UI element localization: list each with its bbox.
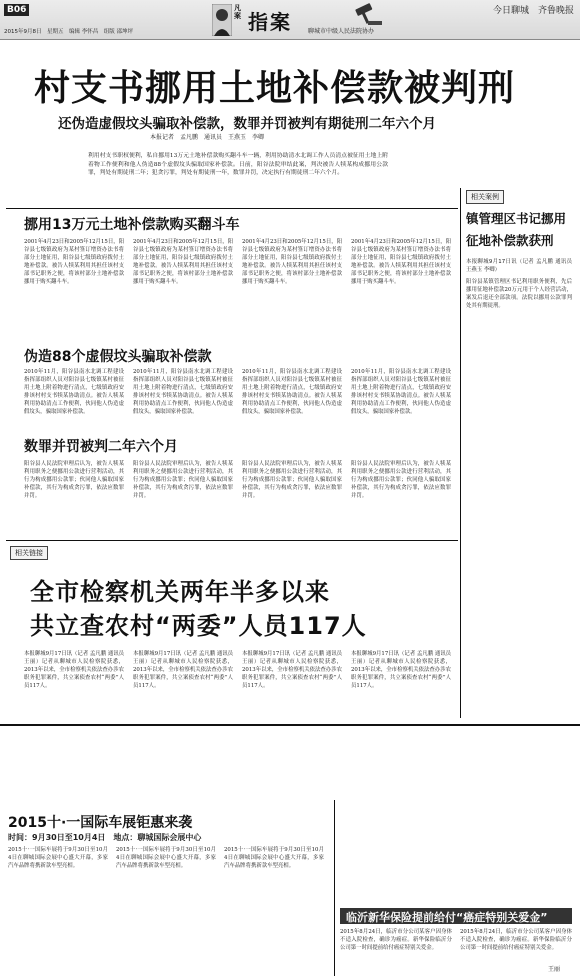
related-col-2: 本报聊城9月17日讯（记者 孟凡鹏 通讯员 王丽）记者从聊城市人民检察院获悉，2013年以来，全市检察机关依法查办涉农职务犯罪案件，共立案侦查农村“两委”人员117人。 xyxy=(133,651,233,690)
section-1-col-1: 2001年4月23日和2005年12月15日，阳谷县七级镇政府为某村签订增资办法书将部分土地征用，阳谷县七级镇政府拨付土地补偿款。被告人犊某利用其担任该村支部书记职务之便，将该村部分土地补偿款挪用于购买翻斗车。 xyxy=(24,239,124,286)
column-prefix: 凡案 xyxy=(234,4,241,20)
lead-title: 村支书挪用土地补偿款被判刑 xyxy=(34,68,516,109)
sidebar-divider xyxy=(460,188,461,718)
section-2-col-4: 2010年11月，阳谷县南水北调工程建设指挥部组织人员对阳谷县七级镇某村被征用土地上附着物进行清点，七级镇政府安排该村村支书犊某协助清点。被告人犊某利用协助清点工作便利，伙同他人伪造虚假坟头，骗取国家补偿款。 xyxy=(351,369,451,416)
section-3-col-1: 阳谷县人民法院审理后认为，被告人犊某利用职务之便挪用公款进行营利活动，其行为构成挪用公款罪；伙同他人骗取国家补偿款，其行为构成贪污罪，依法应数罪并罚。 xyxy=(24,461,124,500)
masthead: 今日聊城 齐鲁晚报 xyxy=(492,6,574,16)
bottom-left-title: 2015十·一国际车展钜惠来袭 xyxy=(8,815,193,831)
related-title-line-1: 全市检察机关两年半多以来 xyxy=(30,578,330,606)
related-col-4: 本报聊城9月17日讯（记者 孟凡鹏 通讯员 王丽）记者从聊城市人民检察院获悉，2013年以来，全市检察机关依法查办涉农职务犯罪案件，共立案侦查农村“两委”人员117人。 xyxy=(351,651,451,690)
sidebar-body: 阳谷县某镇管理区书记利用职务便利，先后挪用征地补偿款20万元用于个人经营活动，案发后退还全部款项。法院以挪用公款罪判处其有期徒刑。 xyxy=(466,279,572,310)
page-number: B06 xyxy=(4,4,29,16)
column-logo xyxy=(212,2,390,38)
section-2-col-3: 2010年11月，阳谷县南水北调工程建设指挥部组织人员对阳谷县七级镇某村被征用土地上附着物进行清点，七级镇政府安排该村村支书犊某协助清点。被告人犊某利用协助清点工作便利，伙同他人伪造虚假坟头，骗取国家补偿款。 xyxy=(242,369,342,416)
section-1-col-2: 2001年4月23日和2005年12月15日，阳谷县七级镇政府为某村签订增资办法书将部分土地征用，阳谷县七级镇政府拨付土地补偿款。被告人犊某利用其担任该村支部书记职务之便，将该村部分土地补偿款挪用于购买翻斗车。 xyxy=(133,239,233,286)
page-meta: 2015年9月8日 星期五 编辑 李怀昌 组版 邵坤坪 xyxy=(4,29,133,35)
column-organizer: 聊城市中级人民法院协办 xyxy=(308,28,375,35)
sidebar-tag: 相关案例 xyxy=(466,190,504,204)
section-3-col-3: 阳谷县人民法院审理后认为，被告人犊某利用职务之便挪用公款进行营利活动，其行为构成挪用公款罪；伙同他人骗取国家补偿款，其行为构成贪污罪，依法应数罪并罚。 xyxy=(242,461,342,500)
lead-paragraph: 利用村支书职权便利，私自挪用13万元土地补偿款购买翻斗车一辆，利用协助清水北调工作人员清点被征用土地上附着物工作便利和他人伪造88个虚假坟头骗取国家补偿款。日前，阳谷法院审结此案，判决被告人犊某构成挪用公款罪，判处有期徒刑二年；犯贪污罪，判处有期徒刑一年，数罪并罚，决定执行有期徒刑二年六个月。 xyxy=(88,153,388,176)
section-separator xyxy=(0,724,580,726)
portrait-icon xyxy=(212,4,232,36)
divider xyxy=(6,208,458,209)
section-3-col-4: 阳谷县人民法院审理后认为，被告人犊某利用职务之便挪用公款进行营利活动，其行为构成挪用公款罪；伙同他人骗取国家补偿款，其行为构成贪污罪，依法应数罪并罚。 xyxy=(351,461,451,500)
related-title-line-2: 共立查农村“两委”人员117人 xyxy=(30,612,367,640)
gavel-icon xyxy=(350,2,384,26)
related-col-1: 本报聊城9月17日讯（记者 孟凡鹏 通讯员 王丽）记者从聊城市人民检察院获悉，2013年以来，全市检察机关依法查办涉农职务犯罪案件，共立案侦查农村“两委”人员117人。 xyxy=(24,651,124,690)
lead-subtitle: 还伪造虚假坟头骗取补偿款，数罪并罚被判有期徒刑二年六个月 xyxy=(58,116,436,132)
bottom-left-col-2: 2015十·一国际车展将于9月30日至10月4日在聊城国际会展中心盛大开幕，多家汽车品牌将携新款车型亮相。 xyxy=(116,847,216,870)
section-2-col-2: 2010年11月，阳谷县南水北调工程建设指挥部组织人员对阳谷县七级镇某村被征用土地上附着物进行清点，七级镇政府安排该村村支书犊某协助清点。被告人犊某利用协助清点工作便利，伙同他人伪造虚假坟头，骗取国家补偿款。 xyxy=(133,369,233,416)
page-header xyxy=(0,0,580,40)
bottom-right-col-1: 2015年8月24日，临沂市分公司某客户因身体不适入院检查，确诊为癌症。新华保险临沂分公司第一时间提前给付癌症特别关爱金。 xyxy=(340,929,452,952)
bottom-right-col-2: 2015年8月24日，临沂市分公司某客户因身体不适入院检查，确诊为癌症。新华保险临沂分公司第一时间提前给付癌症特别关爱金。 xyxy=(460,929,572,952)
bottom-left-subtitle: 时间：9月30日至10月4日 地点：聊城国际会展中心 xyxy=(8,833,202,842)
column-divider xyxy=(334,800,335,976)
sidebar-title: 镇管理区书记挪用征地补偿款获刑 xyxy=(466,211,567,248)
column-title: 指案 xyxy=(248,10,292,34)
bottom-left-col-3: 2015十·一国际车展将于9月30日至10月4日在聊城国际会展中心盛大开幕，多家汽车品牌将携新款车型亮相。 xyxy=(224,847,324,870)
section-1-col-3: 2001年4月23日和2005年12月15日，阳谷县七级镇政府为某村签订增资办法书将部分土地征用，阳谷县七级镇政府拨付土地补偿款。被告人犊某利用其担任该村支部书记职务之便，将该村部分土地补偿款挪用于购买翻斗车。 xyxy=(242,239,342,286)
sidebar-byline: 本报聊城9月17日讯（记者 孟凡鹏 通讯员 王燕玉 李卿） xyxy=(466,259,572,274)
bottom-left-col-1: 2015十·一国际车展将于9月30日至10月4日在聊城国际会展中心盛大开幕，多家汽车品牌将携新款车型亮相。 xyxy=(8,847,108,870)
divider xyxy=(6,540,458,541)
related-col-3: 本报聊城9月17日讯（记者 孟凡鹏 通讯员 王丽）记者从聊城市人民检察院获悉，2013年以来，全市检察机关依法查办涉农职务犯罪案件，共立案侦查农村“两委”人员117人。 xyxy=(242,651,342,690)
lead-byline: 本报记者 孟凡鹏 通讯员 王燕玉 李卿 xyxy=(150,134,265,141)
section-heading-1: 挪用13万元土地补偿款购买翻斗车 xyxy=(24,217,240,233)
section-2-col-1: 2010年11月，阳谷县南水北调工程建设指挥部组织人员对阳谷县七级镇某村被征用土地上附着物进行清点，七级镇政府安排该村村支书犊某协助清点。被告人犊某利用协助清点工作便利，伙同他人伪造虚假坟头，骗取国家补偿款。 xyxy=(24,369,124,416)
section-heading-2: 伪造88个虚假坟头骗取补偿款 xyxy=(24,349,212,365)
related-tag: 相关链接 xyxy=(10,546,48,560)
section-3-col-2: 阳谷县人民法院审理后认为，被告人犊某利用职务之便挪用公款进行营利活动，其行为构成挪用公款罪；伙同他人骗取国家补偿款，其行为构成贪污罪，依法应数罪并罚。 xyxy=(133,461,233,500)
section-heading-3: 数罪并罚被判二年六个月 xyxy=(24,439,178,455)
bottom-right-author: 王丽 xyxy=(548,966,561,973)
bottom-right-title: 临沂新华保险提前给付“癌症特别关爱金” xyxy=(340,908,572,924)
section-1-col-4: 2001年4月23日和2005年12月15日，阳谷县七级镇政府为某村签订增资办法书将部分土地征用，阳谷县七级镇政府拨付土地补偿款。被告人犊某利用其担任该村支部书记职务之便，将该村部分土地补偿款挪用于购买翻斗车。 xyxy=(351,239,451,286)
